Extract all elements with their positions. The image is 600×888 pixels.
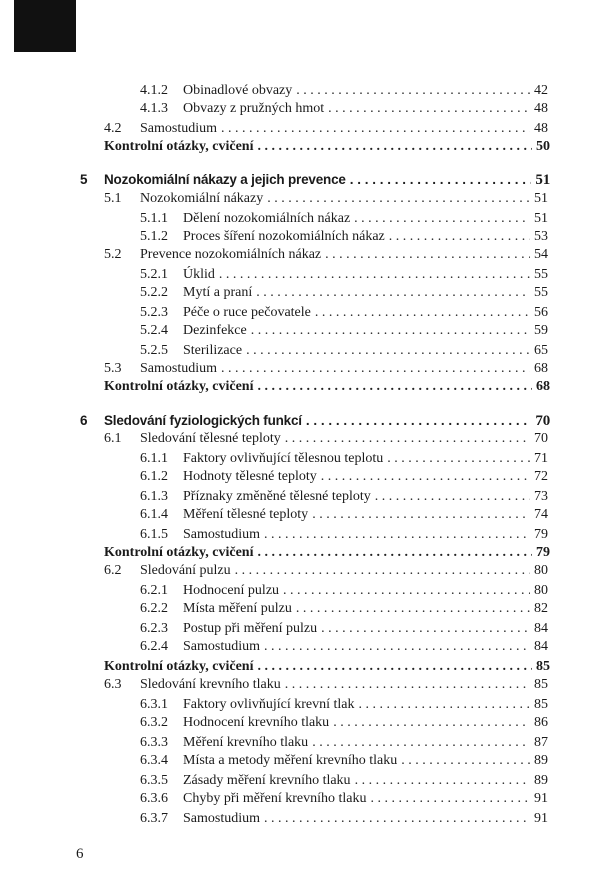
toc-number: 5.2.3 [140, 305, 168, 320]
toc-title: Faktory ovlivňující krevní tlak [183, 697, 355, 712]
toc-row [104, 676, 548, 694]
toc-number: 6.2.1 [140, 583, 168, 598]
toc-leader-dots [387, 450, 530, 468]
toc-row [140, 450, 548, 468]
toc-leader-dots [257, 138, 532, 156]
toc-number: 6.1.2 [140, 469, 168, 484]
toc-number: 5.2 [104, 247, 122, 262]
toc-leader-dots [354, 210, 530, 228]
toc-page: 89 [534, 753, 548, 768]
toc-title: Sledování fyziologických funkcí [104, 413, 302, 428]
toc-number: 6.2.2 [140, 601, 168, 616]
toc-leader-dots [312, 506, 530, 524]
toc-leader-dots [283, 582, 530, 600]
toc-title: Obinadlové obvazy [183, 83, 293, 98]
toc-page: 91 [534, 791, 548, 806]
toc-leader-dots [285, 430, 530, 448]
toc-leader-dots [306, 412, 532, 430]
toc-number: 6.3 [104, 677, 122, 692]
toc-title: Samostudium [183, 527, 261, 542]
toc-row [140, 304, 548, 322]
toc-page: 87 [534, 735, 548, 750]
toc-leader-dots [371, 790, 530, 808]
toc-row [104, 138, 550, 156]
toc-number: 5 [80, 172, 88, 187]
toc-title: Samostudium [183, 639, 261, 654]
toc-page: 74 [534, 507, 548, 522]
toc-leader-dots [219, 266, 530, 284]
toc-title: Samostudium [140, 121, 218, 136]
toc-title: Péče o ruce pečovatele [183, 305, 311, 320]
toc-title: Měření krevního tlaku [183, 735, 309, 750]
toc-leader-dots [358, 696, 530, 714]
toc-row [140, 488, 548, 506]
toc-row [104, 360, 548, 378]
toc-row [140, 752, 548, 770]
toc-page: 59 [534, 323, 548, 338]
toc-number: 5.2.4 [140, 323, 168, 338]
toc-page: 53 [534, 229, 548, 244]
toc-title: Hodnocení krevního tlaku [183, 715, 330, 730]
toc-title: Sterilizace [183, 343, 243, 358]
toc-page: 51 [534, 211, 548, 226]
toc-row [140, 810, 548, 828]
toc-row [104, 190, 548, 208]
toc-title: Příznaky změněné tělesné teploty [183, 489, 371, 504]
toc-page: 89 [534, 773, 548, 788]
toc-leader-dots [221, 360, 530, 378]
toc-page: 79 [534, 527, 548, 542]
toc-title: Kontrolní otázky, cvičení [104, 139, 254, 154]
toc-number: 6.3.7 [140, 811, 168, 826]
toc-leader-dots [355, 772, 530, 790]
toc-page: 55 [534, 267, 548, 282]
toc-number: 6.1 [104, 431, 122, 446]
toc-number: 5.2.2 [140, 285, 168, 300]
toc-title: Hodnoty tělesné teploty [183, 469, 317, 484]
toc-page: 71 [534, 451, 548, 466]
toc-row [140, 284, 548, 302]
toc-title: Kontrolní otázky, cvičení [104, 545, 254, 560]
toc-row [140, 696, 548, 714]
toc-row [104, 658, 550, 676]
toc-number: 6.1.3 [140, 489, 168, 504]
toc-leader-dots [375, 488, 530, 506]
toc-title: Prevence nozokomiálních nákaz [140, 247, 322, 262]
toc-page: 80 [534, 563, 548, 578]
toc-number: 6.3.6 [140, 791, 168, 806]
toc-page: 48 [534, 101, 548, 116]
toc-leader-dots [389, 228, 530, 246]
toc-page: 56 [534, 305, 548, 320]
toc-page: 80 [534, 583, 548, 598]
toc-title: Samostudium [140, 361, 218, 376]
toc-row [140, 638, 548, 656]
toc-row [104, 562, 548, 580]
toc-number: 6.1.1 [140, 451, 168, 466]
toc-leader-dots [328, 100, 530, 118]
toc-row [140, 100, 548, 118]
toc-page: 82 [534, 601, 548, 616]
toc-row [140, 620, 548, 638]
toc-title: Dělení nozokomiálních nákaz [183, 211, 351, 226]
toc-page: 84 [534, 621, 548, 636]
toc-row [104, 120, 548, 138]
toc-number: 5.1.2 [140, 229, 168, 244]
toc-leader-dots [312, 734, 530, 752]
toc-page: 51 [534, 191, 548, 206]
toc-number: 4.1.3 [140, 101, 168, 116]
toc-title: Hodnocení pulzu [183, 583, 280, 598]
toc-number: 5.1.1 [140, 211, 168, 226]
toc-page: 68 [536, 379, 550, 394]
toc-number: 4.1.2 [140, 83, 168, 98]
page-number: 6 [76, 846, 84, 862]
toc-leader-dots [221, 120, 530, 138]
toc-number: 6 [80, 413, 88, 428]
toc-row [140, 322, 548, 340]
toc-leader-dots [264, 638, 530, 656]
toc-page: 79 [536, 545, 550, 560]
toc-page: 86 [534, 715, 548, 730]
toc-number: 6.3.5 [140, 773, 168, 788]
toc-title: Proces šíření nozokomiálních nákaz [183, 229, 385, 244]
toc-title: Obvazy z pružných hmot [183, 101, 325, 116]
toc-row [140, 734, 548, 752]
toc-row [140, 526, 548, 544]
toc-title: Úklid [183, 267, 215, 282]
toc-number: 6.2.4 [140, 639, 168, 654]
toc-row [140, 772, 548, 790]
toc-number: 6.2.3 [140, 621, 168, 636]
toc-title: Místa měření pulzu [183, 601, 292, 616]
toc-number: 6.1.5 [140, 527, 168, 542]
toc-leader-dots [321, 620, 530, 638]
toc-number: 5.2.5 [140, 343, 168, 358]
toc-page: 85 [536, 659, 550, 674]
toc-leader-dots [296, 600, 530, 618]
toc-number: 6.3.2 [140, 715, 168, 730]
toc-title: Chyby při měření krevního tlaku [183, 791, 367, 806]
toc-page: 84 [534, 639, 548, 654]
toc-row [140, 210, 548, 228]
toc-leader-dots [257, 658, 532, 676]
toc-number: 6.2 [104, 563, 122, 578]
toc-leader-dots [246, 342, 530, 360]
toc-leader-dots [285, 676, 530, 694]
toc-leader-dots [325, 246, 530, 264]
toc-title: Dezinfekce [183, 323, 247, 338]
toc-row [140, 82, 548, 100]
toc-title: Faktory ovlivňující tělesnou teplotu [183, 451, 384, 466]
toc-row [140, 266, 548, 284]
toc-page: 54 [534, 247, 548, 262]
toc-page: 55 [534, 285, 548, 300]
toc-row [140, 468, 548, 486]
toc-title: Kontrolní otázky, cvičení [104, 659, 254, 674]
toc-leader-dots [264, 526, 530, 544]
toc-leader-dots [401, 752, 530, 770]
toc-page: 85 [534, 677, 548, 692]
toc-title: Mytí a praní [183, 285, 253, 300]
toc-leader-dots [315, 304, 530, 322]
toc-title: Místa a metody měření krevního tlaku [183, 753, 398, 768]
toc-page: 65 [534, 343, 548, 358]
toc-leader-dots [296, 82, 530, 100]
toc-row [104, 378, 550, 396]
toc-title: Postup při měření pulzu [183, 621, 318, 636]
toc-title: Kontrolní otázky, cvičení [104, 379, 254, 394]
toc-number: 6.1.4 [140, 507, 168, 522]
toc-leader-dots [321, 468, 530, 486]
toc-title: Zásady měření krevního tlaku [183, 773, 351, 788]
toc-number: 6.3.4 [140, 753, 168, 768]
toc-leader-dots [235, 562, 530, 580]
toc-row [104, 544, 550, 562]
toc-leader-dots [257, 378, 532, 396]
toc-leader-dots [251, 322, 530, 340]
toc-title: Samostudium [183, 811, 261, 826]
toc-row [140, 228, 548, 246]
toc-page: 70 [534, 431, 548, 446]
toc-leader-dots [264, 810, 530, 828]
toc-number: 6.3.1 [140, 697, 168, 712]
toc-page: 73 [534, 489, 548, 504]
toc-leader-dots [350, 171, 532, 189]
toc-leader-dots [333, 714, 530, 732]
toc-leader-dots [257, 544, 532, 562]
toc-chapter-row [80, 171, 550, 189]
toc-row [104, 246, 548, 264]
toc-number: 4.2 [104, 121, 122, 136]
toc-row [140, 790, 548, 808]
toc-leader-dots [256, 284, 530, 302]
toc-row [140, 582, 548, 600]
toc-title: Měření tělesné teploty [183, 507, 309, 522]
toc-page: 48 [534, 121, 548, 136]
toc-page: 70 [535, 413, 550, 429]
toc-chapter-row [80, 412, 550, 430]
toc-number: 5.1 [104, 191, 122, 206]
toc-page: 51 [535, 172, 550, 188]
toc-title: Sledování tělesné teploty [140, 431, 281, 446]
corner-mark [14, 0, 76, 52]
toc-number: 5.3 [104, 361, 122, 376]
toc-page: 72 [534, 469, 548, 484]
toc-row [104, 430, 548, 448]
toc-page: 50 [536, 139, 550, 154]
toc-title: Nozokomiální nákazy [140, 191, 264, 206]
toc-title: Nozokomiální nákazy a jejich prevence [104, 172, 346, 187]
toc-row [140, 714, 548, 732]
toc-row [140, 342, 548, 360]
toc-page: 42 [534, 83, 548, 98]
toc-row [140, 506, 548, 524]
toc-row [140, 600, 548, 618]
toc-number: 5.2.1 [140, 267, 168, 282]
toc-title: Sledování krevního tlaku [140, 677, 281, 692]
toc-page: 85 [534, 697, 548, 712]
toc-number: 6.3.3 [140, 735, 168, 750]
toc-page: 91 [534, 811, 548, 826]
toc-leader-dots [267, 190, 530, 208]
toc-title: Sledování pulzu [140, 563, 231, 578]
toc-page: 68 [534, 361, 548, 376]
